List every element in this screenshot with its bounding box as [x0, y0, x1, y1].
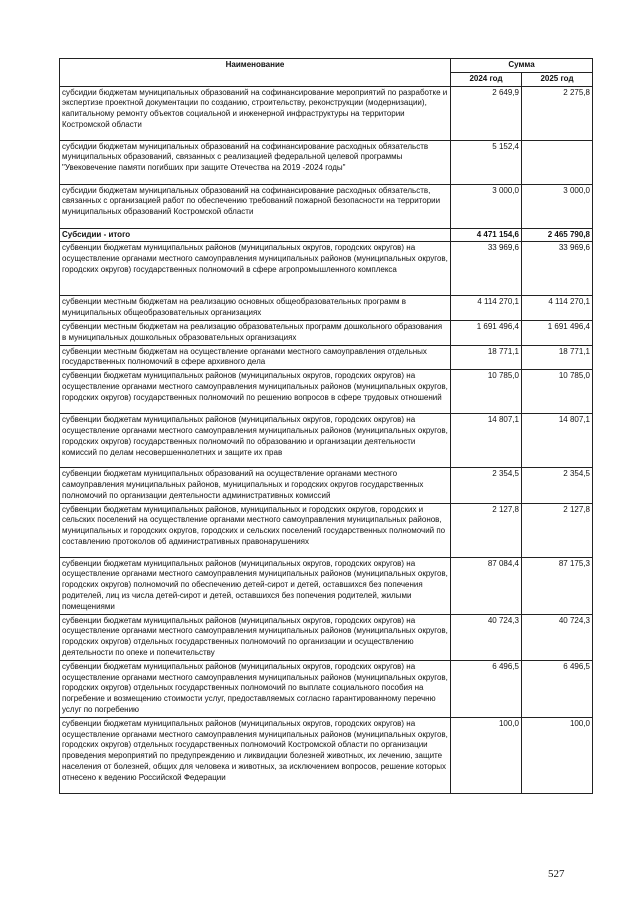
column-header-name: Наименование: [60, 59, 451, 87]
row-name: субсидии бюджетам муниципальных образований на софинансирование расходных обязательств муниципальных образований, связанных с реализацией федеральной целевой программы "Увековечение памяти погибших при защите Отечества на 2019 -2024 годы": [60, 140, 451, 184]
row-name: субвенции бюджетам муниципальных районов, муниципальных и городских округов, городских и сельских поселений на осуществление органами местного самоуправления муниципальных районов, муниципальных и городских округов, городских и сельских поселений государственных полномочий по составлению протоколов об административных правонарушениях: [60, 503, 451, 557]
table-row: [60, 414, 593, 468]
row-value-2024: 4 114 270,1: [451, 296, 522, 321]
table-row: [60, 468, 593, 503]
table-row: [60, 296, 593, 321]
row-value-2025: 2 127,8: [522, 503, 593, 557]
table-row: [60, 345, 593, 370]
row-name: субвенции бюджетам муниципальных районов (муниципальных округов, городских округов) на осуществление органами местного самоуправления муниципальных районов (муниципальных округов, городских округов) отдельных государственных полномочий Костромской области по организации проведения мероприятий по предупреждению и ликвидации болезней животных, их лечению, защите населения от болезней, общих для человека и животных, за исключением вопросов, решение которых отнесено к ведению Российской Федерации: [60, 717, 451, 793]
row-value-2025: 10 785,0: [522, 370, 593, 414]
table-row: [60, 228, 593, 242]
table-row: [60, 86, 593, 140]
row-name: субвенции бюджетам муниципальных районов (муниципальных округов, городских округов) на осуществление органами местного самоуправления муниципальных районов (муниципальных округов, городских округов) государственных полномочий по решению вопросов в сфере трудовых отношений: [60, 370, 451, 414]
table-row: [60, 717, 593, 793]
budget-table: [59, 58, 593, 794]
row-name: субвенции местным бюджетам на осуществление органами местного самоуправления отдельных государственных полномочий в сфере архивного дела: [60, 345, 451, 370]
row-value-2024: 18 771,1: [451, 345, 522, 370]
column-header-2024: 2024 год: [451, 72, 522, 86]
table-row: [60, 184, 593, 228]
row-name: субвенции местным бюджетам на реализацию образовательных программ дошкольного образования в муниципальных дошкольных образовательных организациях: [60, 320, 451, 345]
table-body: [60, 86, 593, 793]
row-value-2025: 1 691 496,4: [522, 320, 593, 345]
row-name: субвенции бюджетам муниципальных районов (муниципальных округов, городских округов) на осуществление органами местного самоуправления муниципальных районов (муниципальных округов, городских округов) отдельных государственных полномочий по выплате социального пособия на погребение и возмещению стоимости услуг, предоставляемых согласно гарантированному перечню услуг по погребению: [60, 660, 451, 717]
row-value-2024: 33 969,6: [451, 242, 522, 296]
table-row: [60, 614, 593, 660]
row-name: субвенции бюджетам муниципальных районов (муниципальных округов, городских округов) на осуществление органами местного самоуправления муниципальных районов (муниципальных округов, городских округов) отдельных государственных полномочий по организации и осуществлению деятельности по опеке и попечительству: [60, 614, 451, 660]
row-name: субсидии бюджетам муниципальных образований на софинансирование расходных обязательств, связанных с организацией работ по обеспечению требований пожарной безопасности на территории муниципальных образований Костромской области: [60, 184, 451, 228]
row-value-2025: 40 724,3: [522, 614, 593, 660]
row-name: субвенции местным бюджетам на реализацию основных общеобразовательных программ в муниципальных общеобразовательных организациях: [60, 296, 451, 321]
table-row: [60, 370, 593, 414]
row-value-2025: 87 175,3: [522, 557, 593, 614]
row-value-2024: 3 000,0: [451, 184, 522, 228]
table-row: [60, 242, 593, 296]
row-value-2024: 5 152,4: [451, 140, 522, 184]
row-value-2024: 6 496,5: [451, 660, 522, 717]
row-value-2025: 33 969,6: [522, 242, 593, 296]
row-value-2025: 6 496,5: [522, 660, 593, 717]
row-value-2024: 2 649,9: [451, 86, 522, 140]
row-value-2024: 100,0: [451, 717, 522, 793]
row-value-2025: 3 000,0: [522, 184, 593, 228]
row-value-2024: 10 785,0: [451, 370, 522, 414]
row-value-2025: [522, 140, 593, 184]
row-value-2024: 1 691 496,4: [451, 320, 522, 345]
row-name: субвенции бюджетам муниципальных районов (муниципальных округов, городских округов) на осуществление органами местного самоуправления муниципальных районов (муниципальных округов, городских округов) государственных полномочий в сфере агропромышленного комплекса: [60, 242, 451, 296]
table-row: [60, 140, 593, 184]
table-row: [60, 557, 593, 614]
row-value-2025: 18 771,1: [522, 345, 593, 370]
row-value-2025: 14 807,1: [522, 414, 593, 468]
row-value-2025: 4 114 270,1: [522, 296, 593, 321]
row-value-2025: 2 354,5: [522, 468, 593, 503]
table-row: [60, 660, 593, 717]
table-row: [60, 503, 593, 557]
row-name: субсидии бюджетам муниципальных образований на софинансирование мероприятий по разработке и экспертизе проектной документации по созданию, строительству, реконструкции (модернизации), капитальному ремонту объектов социальной и инженерной инфраструктуры на территории Костромской области: [60, 86, 451, 140]
row-value-2024: 14 807,1: [451, 414, 522, 468]
row-name: субвенции бюджетам муниципальных районов (муниципальных округов, городских округов) на осуществление органами местного самоуправления муниципальных районов (муниципальных округов, городских округов) государственных полномочий по образованию и организации деятельности комиссий по делам несовершеннолетних и защите их прав: [60, 414, 451, 468]
row-value-2025: 2 465 790,8: [522, 228, 593, 242]
row-value-2025: 2 275,8: [522, 86, 593, 140]
row-value-2024: 87 084,4: [451, 557, 522, 614]
column-header-sum: Сумма: [451, 59, 593, 73]
row-value-2024: 2 127,8: [451, 503, 522, 557]
table-row: [60, 320, 593, 345]
row-value-2025: 100,0: [522, 717, 593, 793]
row-value-2024: 4 471 154,6: [451, 228, 522, 242]
row-value-2024: 2 354,5: [451, 468, 522, 503]
page-number: 527: [548, 868, 565, 880]
row-name: Субсидии - итого: [60, 228, 451, 242]
column-header-2025: 2025 год: [522, 72, 593, 86]
row-value-2024: 40 724,3: [451, 614, 522, 660]
row-name: субвенции бюджетам муниципальных образований на осуществление органами местного самоуправления муниципальных районов, муниципальных и городских округов государственных полномочий по организации деятельности административных комиссий: [60, 468, 451, 503]
row-name: субвенции бюджетам муниципальных районов (муниципальных округов, городских округов) на осуществление органами местного самоуправления муниципальных районов (муниципальных округов, городских округов) полномочий по обеспечению детей-сирот и детей, оставшихся без попечения родителей, лиц из числа детей-сирот и детей, оставшихся без попечения родителей, жилыми помещениями: [60, 557, 451, 614]
